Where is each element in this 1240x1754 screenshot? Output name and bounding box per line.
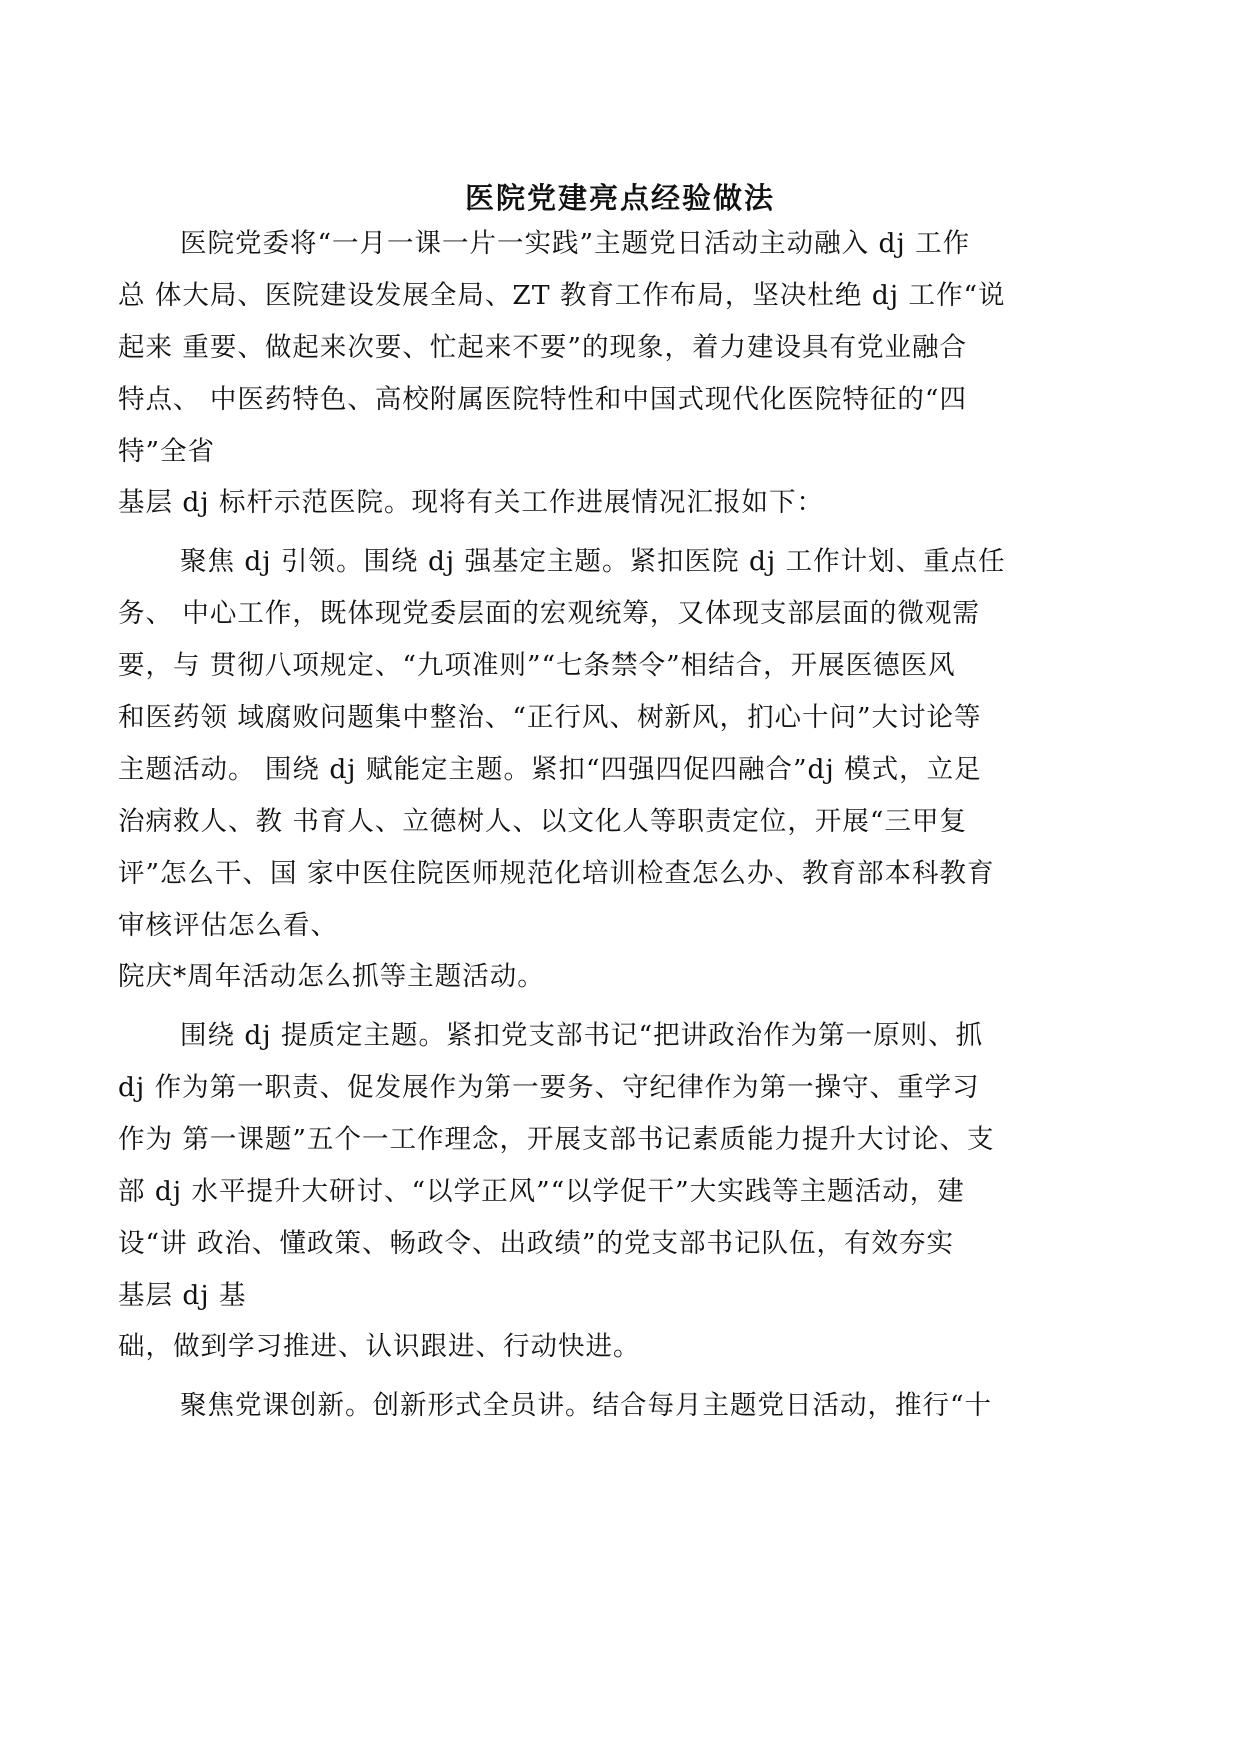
paragraph-line: 要，与 贯彻八项规定、“九项准则”“七条禁令”相结合，开展医德医风 (118, 650, 956, 681)
paragraph-line: 聚焦 dj 引领。围绕 dj 强基定主题。紧扣医院 dj 工作计划、重点任 (180, 546, 1006, 577)
paragraph-line: 设“讲 政治、懂政策、畅政令、出政绩”的党支部书记队伍，有效夯实 (118, 1228, 955, 1259)
paragraph-line: 部 dj 水平提升大研讨、“以学正风”“以学促干”大实践等主题活动，建 (118, 1176, 965, 1207)
paragraph-line: 评”怎么干、国 家中医住院医师规范化培训检查怎么办、教育部本科教育 (118, 858, 995, 889)
paragraph-line: 医院党委将“一月一课一片一实践”主题党日活动主动融入 dj 工作 (180, 228, 971, 259)
paragraph-line: 主题活动。 围绕 dj 赋能定主题。紧扣“四强四促四融合”dj 模式，立足 (118, 754, 982, 785)
paragraph-line: 起来 重要、做起来次要、忙起来不要”的现象，着力建设具有党业融合 (118, 332, 967, 363)
paragraph-line: 特点、 中医药特色、高校附属医院特性和中国式现代化医院特征的“四 (118, 384, 967, 415)
paragraph-line: dj 作为第一职责、促发展作为第一要务、守纪律作为第一操守、重学习 (118, 1072, 980, 1103)
paragraph-line: 院庆*周年活动怎么抓等主题活动。 (118, 961, 545, 992)
paragraph-line: 基层 dj 基 (118, 1280, 247, 1311)
paragraph-line: 围绕 dj 提质定主题。紧扣党支部书记“把讲政治作为第一原则、抓 (180, 1020, 984, 1051)
paragraph-line: 治病救人、教 书育人、立德树人、以文化人等职责定位，开展“三甲复 (118, 806, 967, 837)
paragraph-line: 总 体大局、医院建设发展全局、ZT 教育工作布局，坚决杜绝 dj 工作“说 (118, 280, 1006, 311)
paragraph-line: 和医药领 域腐败问题集中整治、“正行风、树新风，扪心十问”大讨论等 (118, 702, 982, 733)
paragraph-line: 聚焦党课创新。创新形式全员讲。结合每月主题党日活动，推行“十 (180, 1390, 993, 1421)
paragraph-line: 础，做到学习推进、认识跟进、行动快进。 (118, 1331, 641, 1362)
paragraph-line: 作为 第一课题”五个一工作理念，开展支部书记素质能力提升大讨论、支 (118, 1124, 995, 1155)
paragraph-line: 务、 中心工作，既体现党委层面的宏观统筹，又体现支部层面的微观需 (118, 598, 980, 629)
paragraph-line: 审核评估怎么看、 (118, 910, 338, 941)
paragraph-line: 基层 dj 标杆示范医院。现将有关工作进展情况汇报如下： (118, 487, 825, 518)
document-title: 医院党建亮点经验做法 (464, 181, 775, 215)
paragraph-line: 特”全省 (118, 436, 216, 467)
